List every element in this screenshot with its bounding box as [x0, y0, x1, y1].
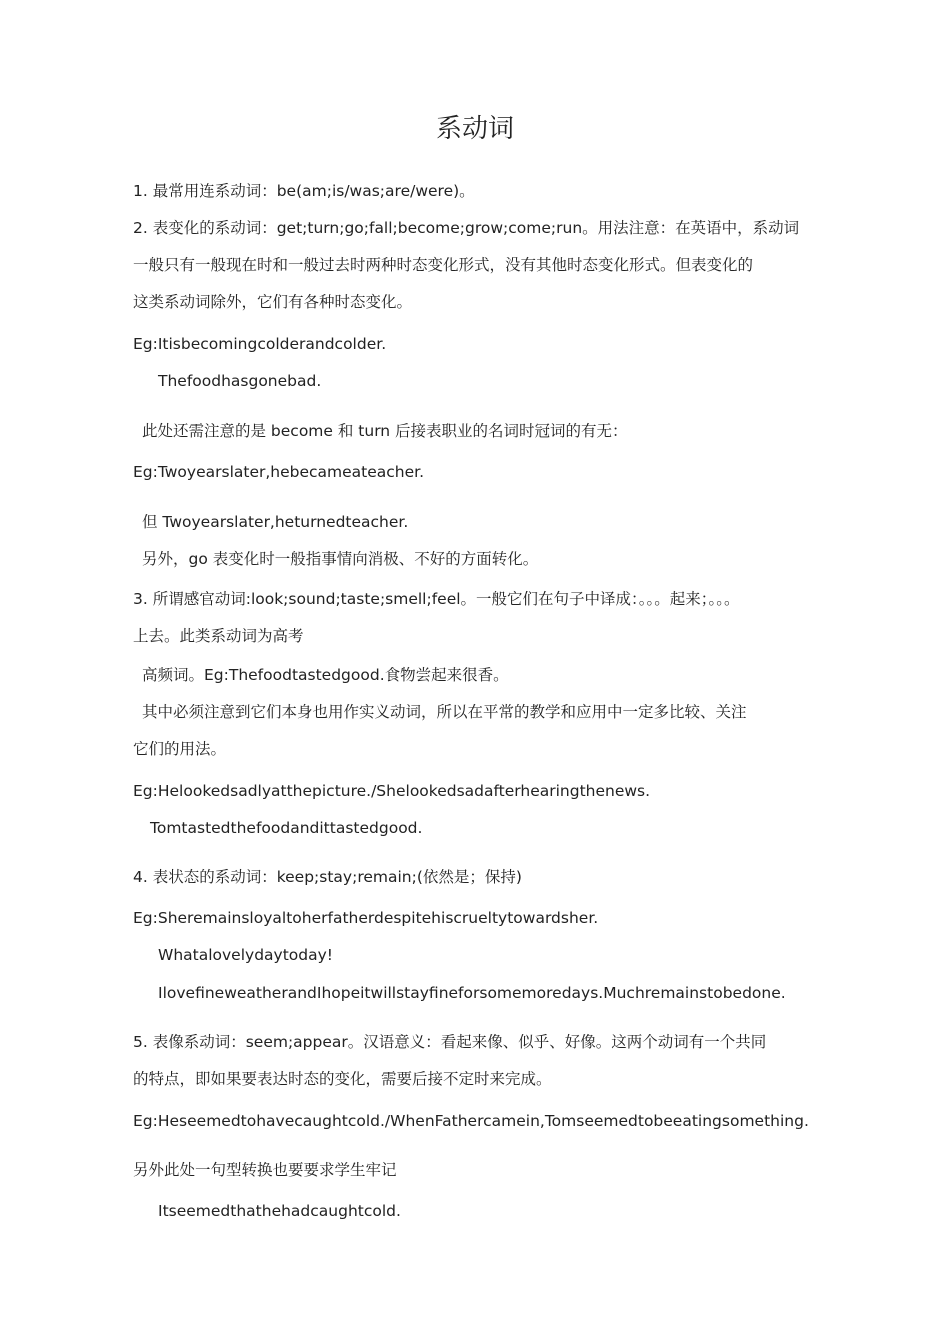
document-title: 系动词: [435, 114, 514, 144]
text-line: 的特点，即如果要表达时态的变化，需要后接不定时来完成。: [133, 1070, 552, 1088]
text-line: 3. 所谓感官动词:look;sound;taste;smell;feel。一般它们在句子中译成：。。。起来；。。。: [133, 590, 740, 608]
text-line: 一般只有一般现在时和一般过去时两种时态变化形式，没有其他时态变化形式。但表变化的: [133, 256, 754, 274]
text-line: 其中必须注意到它们本身也用作实义动词，所以在平常的教学和应用中一定多比较、关注: [142, 703, 747, 721]
example-line: Eg:Sheremainsloyaltoherfatherdespitehiscrueltytowardsher.: [133, 909, 599, 927]
text-line: 另外，go 表变化时一般指事情向消极、不好的方面转化。: [142, 550, 539, 568]
text-line: 另外此处一句型转换也要要求学生牢记: [133, 1161, 397, 1179]
example-line: Eg:Itisbecomingcolderandcolder.: [133, 335, 387, 353]
text-line: 4. 表状态的系动词：keep;stay;remain;(依然是；保持): [133, 868, 522, 886]
example-line: 但 Twoyearslater,heturnedteacher.: [142, 513, 409, 531]
text-line: 高频词。Eg:Thefoodtastedgood.食物尝起来很香。: [142, 666, 509, 684]
text-line: 5. 表像系动词：seem;appear。汉语意义：看起来像、似乎、好像。这两个动词有一个共同: [133, 1033, 767, 1051]
example-line: Itseemedthathehadcaughtcold.: [158, 1202, 401, 1220]
text-line: 这类系动词除外，它们有各种时态变化。: [133, 293, 413, 311]
example-line: Whatalovelydaytoday!: [158, 946, 333, 964]
text-line: 此处还需注意的是 become 和 turn 后接表职业的名词时冠词的有无：: [142, 422, 628, 440]
text-line: 它们的用法。: [133, 740, 227, 758]
text-line: 2. 表变化的系动词：get;turn;go;fall;become;grow;come;run。用法注意：在英语中，系动词: [133, 219, 800, 237]
example-line: Thefoodhasgonebad.: [158, 372, 322, 390]
example-line: Tomtastedthefoodandittastedgood.: [150, 819, 423, 837]
text-line: 1. 最常用连系动词：be(am;is/was;are/were)。: [133, 182, 475, 200]
example-line: Eg:Helookedsadlyatthepicture./Shelookedsadafterhearingthenews.: [133, 782, 651, 800]
example-line: IlovefineweatherandIhopeitwillstayfineforsomemoredays.Muchremainstobedone.: [158, 984, 786, 1002]
example-line: Eg:Heseemedtohavecaughtcold./WhenFathercamein,Tomseemedtobeeatingsomething.: [133, 1112, 809, 1130]
text-line: 上去。此类系动词为高考: [133, 627, 304, 645]
example-line: Eg:Twoyearslater,hebecameateacher.: [133, 463, 425, 481]
